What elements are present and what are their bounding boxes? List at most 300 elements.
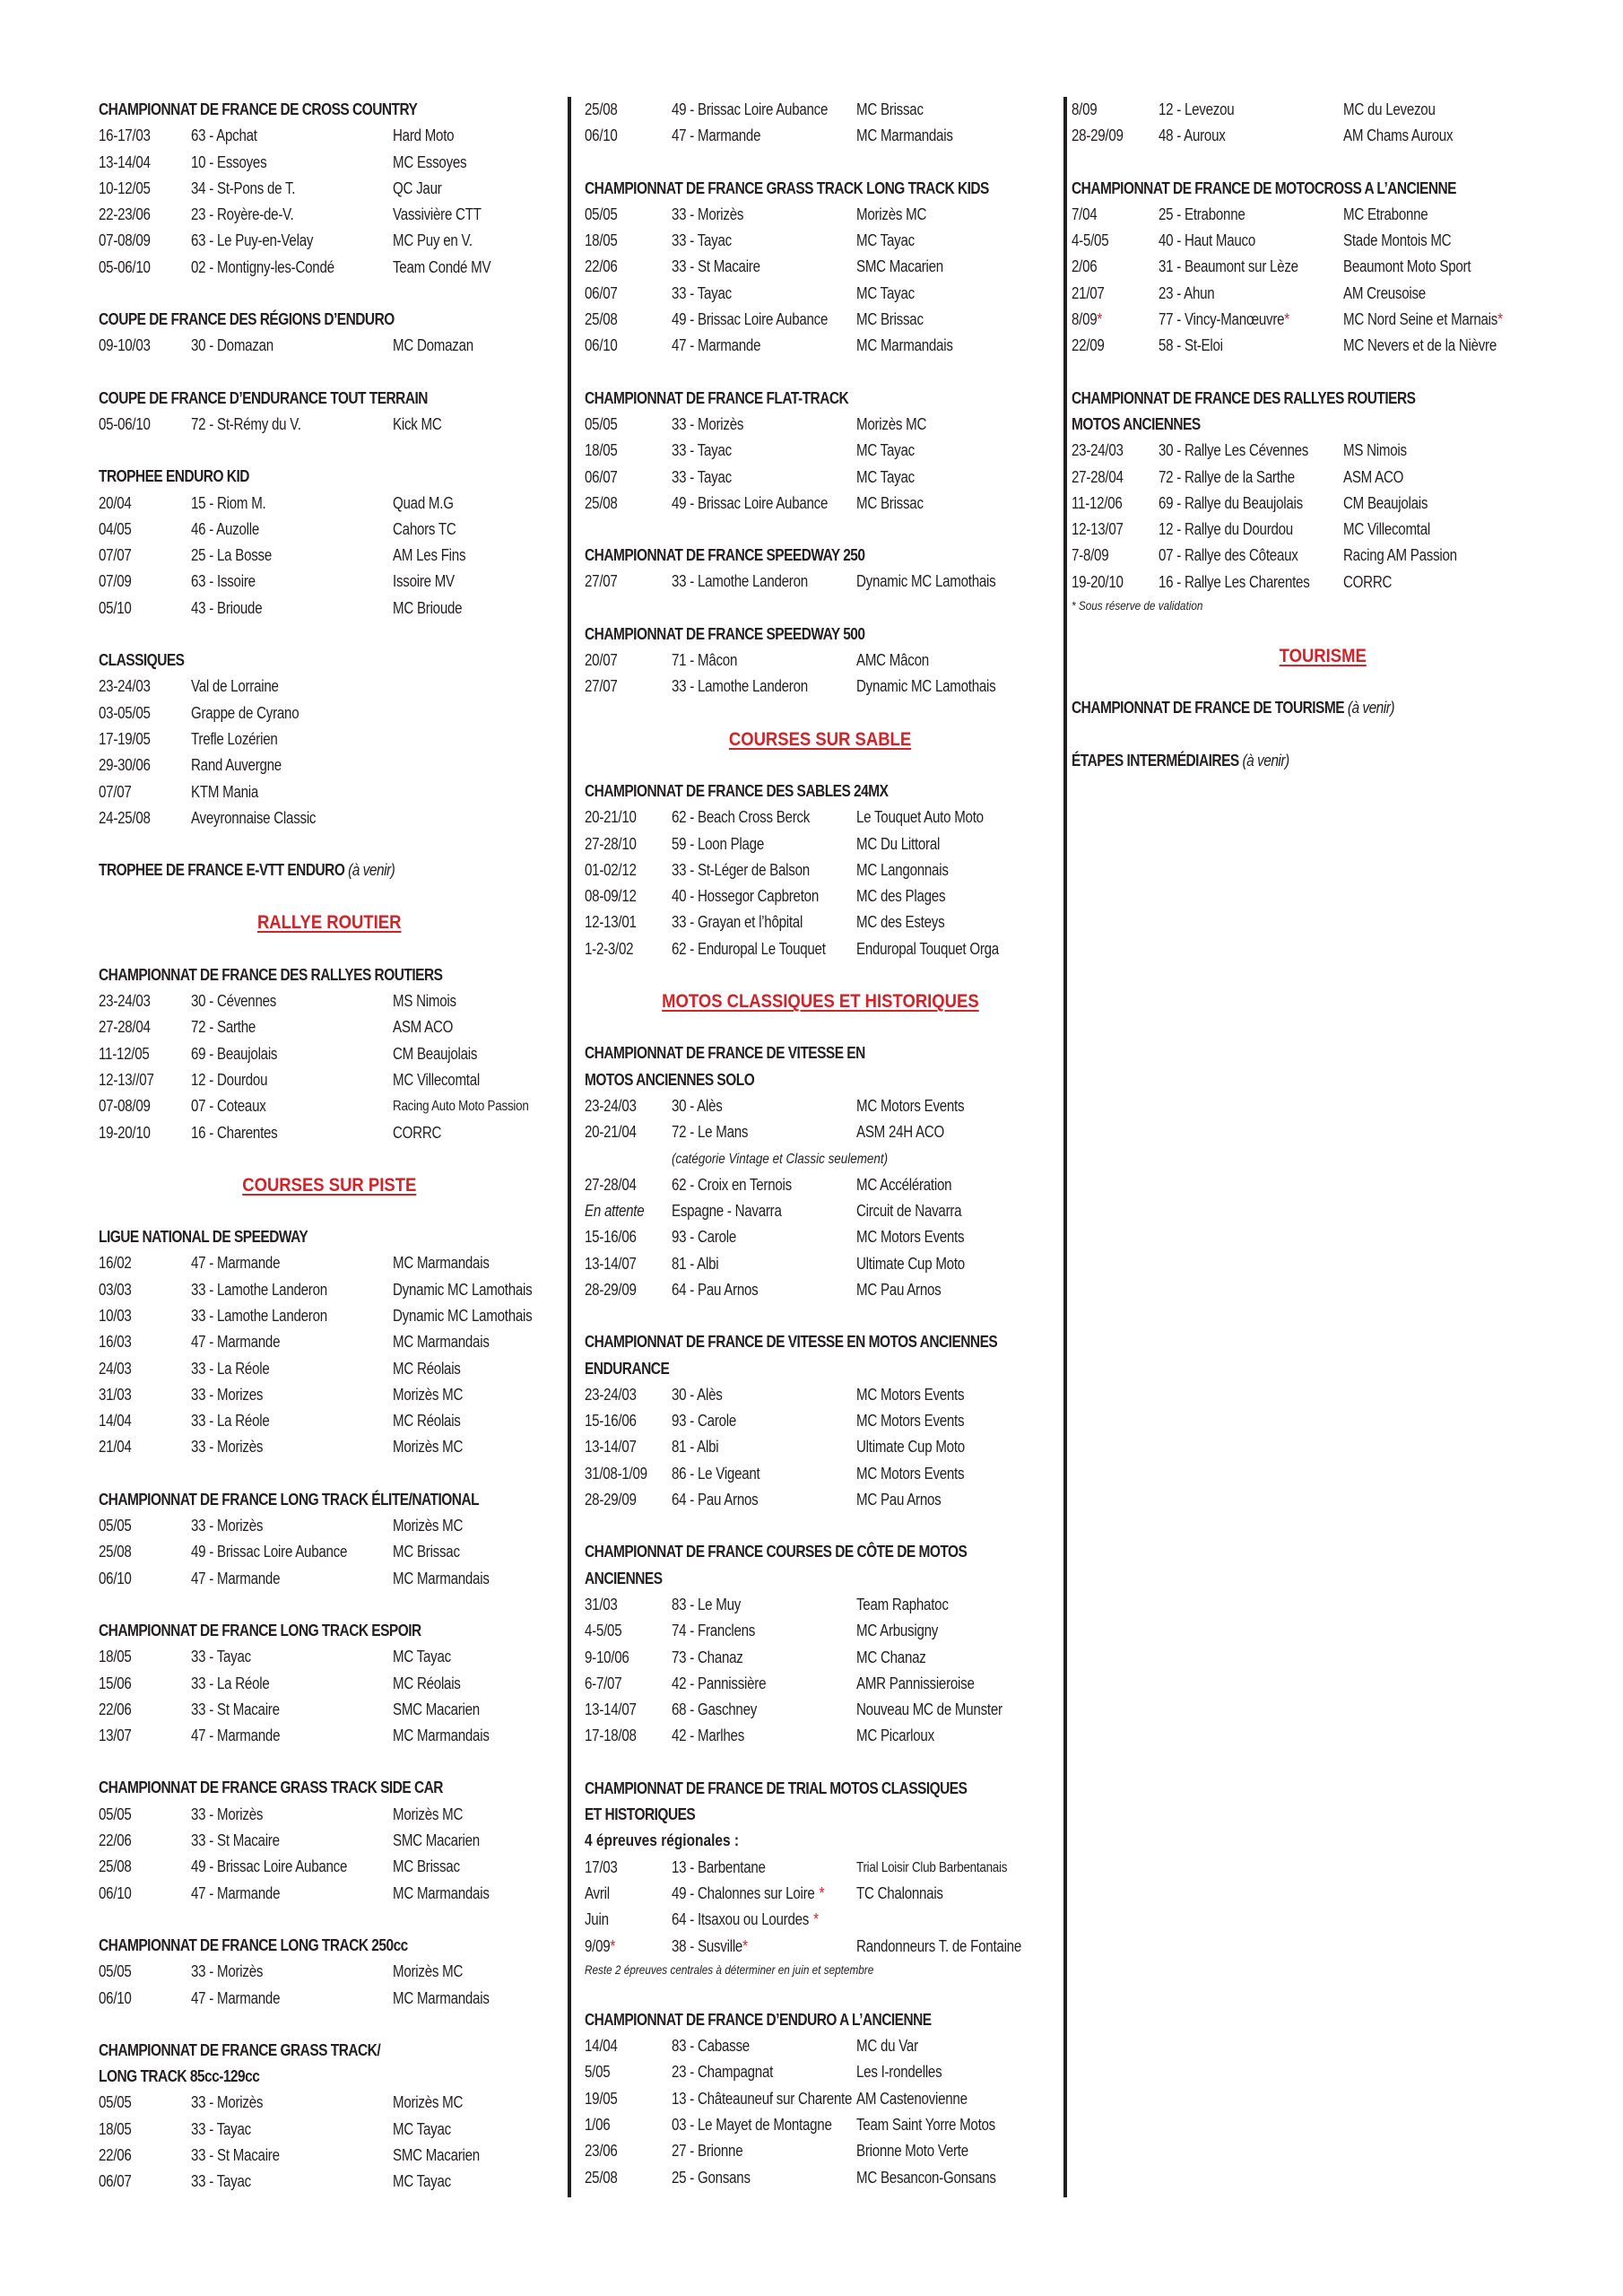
event-location [672,2165,751,2191]
event-date [99,1959,132,1985]
event-location [672,2033,750,2059]
event-row [585,1881,1055,1907]
event-row [585,1592,1055,1618]
event-row [585,909,1055,935]
event-date [99,491,132,517]
event-location-text: 07 - Rallye des Côteaux [1159,546,1298,565]
event-club-text: AM Castenovienne [856,2089,968,2108]
event-row [585,1119,1055,1145]
event-date [585,2165,618,2191]
event-club [856,674,995,700]
event-row [585,2165,1055,2191]
event-location [672,674,808,700]
event-location [191,1356,270,1382]
event-row [585,1434,1055,1460]
event-location-text: 83 - Cabasse [672,2037,750,2056]
event-location [672,1224,736,1250]
event-club [393,1356,461,1382]
event-location [672,804,810,831]
section-title-text: CLASSIQUES [99,651,185,670]
event-row [585,2112,1055,2138]
event-section [585,778,1055,962]
event-club [1343,281,1426,307]
event-location-text: 47 - Marmande [191,1726,281,1745]
event-club [393,333,473,359]
category-heading [585,988,1055,1014]
event-date-text: 23-24/03 [99,992,151,1011]
event-location-text: 64 - Itsaxou ou Lourdes [672,1910,810,1929]
event-club-text: SMC Macarien [393,1700,480,1718]
event-date-text: 07-08/09 [99,231,151,250]
event-row [99,228,560,254]
event-club [1343,517,1430,543]
event-location-text: 58 - St-Eloi [1159,336,1223,355]
event-date-text: 05/05 [99,1805,132,1823]
event-location [191,1697,280,1723]
event-location-text: 23 - Champagnat [672,2063,774,2082]
event-location [191,1277,327,1303]
event-location-text: 33 - Lamothe Landeron [672,677,808,696]
event-date [585,333,618,359]
event-date-text: 7-8/09 [1072,546,1109,565]
event-date-text: 28-29/09 [1072,126,1124,145]
event-date-text: 16/02 [99,1254,132,1273]
event-location [672,1723,744,1749]
event-club-text: Team Condé MV [393,257,491,276]
event-location-text: 93 - Carole [672,1412,737,1431]
section-title-text: COUPE DE FRANCE D’ENDURANCE TOUT TERRAIN [99,388,428,407]
event-location-text: 40 - Hossegor Capbreton [672,887,819,906]
event-club [393,1644,451,1670]
section-title-text: CHAMPIONNAT DE FRANCE DE MOTOCROSS A L’ANCIENNE [1072,178,1456,197]
event-row [585,936,1055,962]
section-title [1072,748,1504,774]
event-date-text: 25/08 [99,1857,132,1876]
event-date-text: 19/05 [585,2089,618,2108]
event-date [99,228,151,254]
event-club [856,1592,949,1618]
event-location [191,1986,280,2012]
event-club [393,176,442,202]
event-date-text: 18/05 [585,231,618,250]
event-location [191,2117,251,2143]
event-club-text: MC Brissac [393,1543,460,1561]
event-row [1072,228,1574,254]
event-row [99,1434,560,1460]
event-row [1072,202,1574,228]
category-heading-text: RALLYE ROUTIER [257,912,402,934]
event-row [585,281,1055,307]
event-date-text: 06/10 [99,1883,132,1902]
event-date-text: 27-28/10 [585,834,637,853]
event-location-text: 25 - Etrabonne [1159,204,1245,223]
event-club-text: MC Marmandais [393,1988,490,2007]
event-row [99,1828,560,1854]
event-date [585,1277,637,1303]
event-date-text: En attente [585,1202,645,1221]
event-section [99,1775,560,1906]
event-location [672,1434,718,1460]
event-club-text: Morizès MC [393,1517,464,1535]
section-title-note: (à venir) [348,861,395,880]
event-row [585,1934,1055,1960]
event-date-text: 06/07 [585,467,618,486]
event-date-text: 05-06/10 [99,414,151,433]
event-row [1072,254,1574,280]
event-row [585,123,1055,149]
event-club [393,1723,490,1749]
event-date-text: 31/03 [585,1595,618,1613]
event-club-text: CORRC [1343,572,1393,591]
section-title [99,97,496,123]
event-row [99,150,560,176]
event-row [1072,438,1574,464]
category-heading [99,1172,560,1198]
event-club [856,412,926,438]
event-date [585,674,618,700]
event-club-text: CM Beaujolais [1343,493,1428,512]
event-location [191,700,299,726]
event-date [1072,97,1097,123]
event-location [672,228,732,254]
event-location [191,517,259,543]
event-section [99,464,560,622]
event-club-text: MC Marmandais [393,1569,490,1587]
event-location [672,281,732,307]
event-location [191,596,262,622]
event-date [99,2117,132,2143]
event-location-text: 81 - Albi [672,1438,719,1457]
event-section [585,1539,1055,1749]
event-club [393,123,454,149]
event-date-text: 05/05 [99,2093,132,2112]
event-club [856,1224,964,1250]
event-location-text: 15 - Riom M. [191,493,266,512]
event-location-text: 16 - Rallye Les Charentes [1159,572,1310,591]
event-club-text: MC Brissac [393,1857,460,1876]
event-row [585,2138,1055,2164]
event-location-text: 93 - Carole [672,1228,737,1247]
event-location-text: 86 - Le Vigeant [672,1464,760,1483]
event-row [99,517,560,543]
event-club [856,1434,965,1460]
event-date-text: 22/06 [99,1831,132,1850]
event-date-text: 23-24/03 [585,1385,637,1404]
event-row [99,1329,560,1355]
event-club [393,255,490,281]
event-club [856,1618,938,1644]
event-date-text: 22/06 [585,257,618,276]
section-title [99,1775,496,1801]
event-date [585,883,637,909]
event-club-text: MC Nevers et de la Nièvre [1343,336,1497,355]
event-row [585,831,1055,857]
event-club [393,1854,460,1880]
event-club-text: Nouveau MC de Munster [856,1700,1002,1719]
event-row [99,700,560,726]
event-location-text: 49 - Brissac Loire Aubance [191,1857,348,1876]
section-title-text: TROPHEE DE FRANCE E-VTT ENDURO [99,861,345,880]
event-date [99,1986,132,2012]
event-date [1072,517,1124,543]
event-date-text: 20-21/10 [585,808,637,827]
event-location [191,1959,263,1985]
footnote: * Sous réserve de validation [1072,598,1203,613]
event-date [99,1513,132,1539]
event-club [856,1855,1007,1881]
event-row [99,255,560,281]
event-date [99,1723,132,1749]
event-location-text: 33 - La Réole [191,1412,270,1431]
event-row [585,1907,1055,1933]
event-date [585,228,618,254]
footnote: Reste 2 épreuves centrales à déterminer en juin et septembre [585,1961,874,1977]
event-section [99,97,560,281]
event-date [99,123,151,149]
event-section [585,176,1055,360]
event-location [191,1513,263,1539]
event-date-text: 23-24/03 [99,677,151,696]
event-location [1159,438,1308,464]
event-date [99,700,151,726]
event-date-text: 25/08 [585,2168,618,2187]
event-section [99,857,560,883]
event-date [99,1277,132,1303]
section-title-line2: ANCIENNES [585,1569,663,1587]
event-row [585,883,1055,909]
section-title [585,543,990,569]
event-club-text: Team Saint Yorre Motos [856,2116,995,2134]
event-club-text: Dynamic MC Lamothais [393,1280,533,1299]
section-title [99,307,496,333]
event-club [856,1881,943,1907]
event-location-text: 81 - Albi [672,1254,719,1273]
event-date [99,1697,132,1723]
event-date-text: 15-16/06 [585,1228,637,1247]
event-location [191,1120,277,1146]
event-location [191,1854,347,1880]
section-title-line2: MOTOS ANCIENNES [1072,414,1201,433]
event-row [99,674,560,700]
event-date-text: 14/04 [585,2037,618,2056]
event-location [1159,254,1298,280]
event-date-text: 25/08 [585,493,618,512]
asterisk-mark: * [610,1936,616,1955]
event-club-text: Morizès MC [856,204,927,223]
event-club [393,1881,490,1907]
event-date [1072,123,1124,149]
event-date [585,936,633,962]
event-row [99,412,560,438]
event-location-text: 33 - Morizès [191,1805,264,1823]
event-date [585,804,637,831]
event-date [99,1120,151,1146]
event-location [672,438,732,464]
section-title [99,1487,496,1513]
event-row [585,648,1055,674]
event-row [99,1959,560,1985]
event-location [191,988,276,1014]
event-location [672,1645,743,1671]
event-club [393,1382,463,1408]
event-row [99,752,560,778]
event-date [585,1618,621,1644]
event-location-text: 16 - Charentes [191,1123,278,1142]
event-location [191,1828,280,1854]
event-date [99,1828,132,1854]
event-date [585,1461,647,1487]
event-date [99,988,151,1014]
event-date-text: 27/07 [585,572,618,591]
event-location [672,1198,782,1224]
event-location [1159,202,1245,228]
event-location-text: 64 - Pau Arnos [672,1491,759,1509]
row-note [585,1146,1055,1172]
event-club-text: Team Raphatoc [856,1595,949,1613]
event-club-text: MC Etrabonne [1343,204,1428,223]
event-date-text: 22/06 [99,2146,132,2164]
event-club-text: MC Brissac [856,493,924,512]
event-location [191,150,266,176]
event-location-text: 77 - Vincy-Manœuvre [1159,310,1285,329]
section-title [99,648,496,674]
event-date-text: 08-09/12 [585,887,637,906]
section-title [585,778,990,804]
event-section [99,2038,560,2196]
event-location-text: 33 - Tayac [672,283,732,302]
section-title-text: ÉTAPES INTERMÉDIAIRES [1072,751,1239,770]
event-location-text: 49 - Chalonnes sur Loire [672,1883,815,1902]
event-club-text: Morizès MC [856,414,927,433]
event-club [393,491,454,517]
section-title [99,1618,496,1644]
event-club [393,1959,463,1985]
event-location-text: 33 - Tayac [672,441,732,460]
event-club-text: Ultimate Cup Moto [856,1254,965,1273]
event-row [99,726,560,752]
event-row [585,857,1055,883]
event-date-text: 6-7/07 [585,1674,622,1692]
event-location-text: 33 - St Macaire [672,257,760,276]
event-location [191,491,266,517]
event-club [1343,97,1436,123]
event-date-text: 12-13/07 [1072,520,1124,539]
event-date-text: 12-13//07 [99,1070,154,1089]
event-location [672,1671,766,1697]
event-location [191,176,295,202]
event-date-text: 06/07 [99,2172,132,2191]
section-title-text: CHAMPIONNAT DE FRANCE COURSES DE CÔTE DE MOTOS [585,1543,968,1561]
event-club [856,97,924,123]
event-date-text: 13-14/07 [585,1700,637,1719]
event-row [99,1014,560,1040]
event-location [1159,491,1303,517]
category-heading [1072,643,1574,669]
event-club-text: MC Arbusigny [856,1622,939,1640]
event-club [856,333,953,359]
event-location-text: 38 - Susville [672,1936,743,1955]
event-location-text: 48 - Auroux [1159,126,1226,145]
event-date [99,1041,150,1067]
section-title-line2: ET HISTORIQUES [585,1805,696,1824]
event-date-text: 2/06 [1072,257,1098,276]
section-title-text: CHAMPIONNAT DE FRANCE LONG TRACK ESPOIR [99,1621,421,1639]
event-date [99,517,132,543]
event-location [672,831,764,857]
event-location-text: Val de Lorraine [191,677,279,696]
event-club-text: MC Chanaz [856,1648,926,1666]
event-club-text: MC Réolais [393,1412,461,1431]
event-date-text: 22/06 [99,1700,132,1718]
event-club [393,596,462,622]
event-date-text: 13-14/04 [99,152,151,171]
event-club [393,412,442,438]
event-date [585,1382,637,1408]
event-location-text: 42 - Marlhes [672,1726,745,1745]
event-location [672,202,743,228]
section-title-text: COUPE DE FRANCE DES RÉGIONS D’ENDURO [99,310,395,329]
event-club-text: SMC Macarien [393,1831,480,1850]
event-date-text: 8/09 [1072,310,1098,329]
event-location [191,1539,347,1565]
event-date-text: 17-18/08 [585,1726,637,1745]
event-location [672,1487,758,1513]
event-row [585,2033,1055,2059]
section-title [99,1933,496,1959]
event-date-text: 1-2-3/02 [585,939,634,958]
event-date [99,1854,132,1880]
event-date [585,1198,644,1224]
event-location [672,465,732,491]
event-date [1072,465,1124,491]
event-date-text: 1/06 [585,2116,611,2134]
event-date [99,2143,132,2169]
event-date [585,1645,629,1671]
event-date [99,255,151,281]
event-club [856,883,945,909]
event-date [99,1434,132,1460]
event-location-text: 43 - Brioude [191,598,263,617]
event-location [672,123,760,149]
event-club [856,1382,964,1408]
event-row [99,1303,560,1329]
event-location-text: 33 - Tayac [191,2172,251,2191]
column-divider [1063,97,1067,2197]
section-title [585,176,990,202]
event-location [672,1251,718,1277]
event-date-text: 11-12/05 [99,1044,150,1063]
event-date-text: 05/05 [585,204,618,223]
event-club-text: MS Nimois [393,992,456,1011]
event-date-text: 21/04 [99,1438,132,1457]
event-club [1343,438,1407,464]
event-date-text: 04/05 [99,519,132,538]
event-location-text: 33 - Morizès [672,204,744,223]
section-title [99,386,496,412]
event-club [393,1120,441,1146]
event-club-text: SMC Macarien [856,257,943,276]
event-club [856,228,915,254]
event-date [99,752,151,778]
event-date-text: 14/04 [99,1412,132,1431]
asterisk-mark: * [1097,310,1103,329]
event-date [99,1881,132,1907]
event-location-text: Rand Auvergne [191,756,282,775]
event-row [585,674,1055,700]
section-title-text: CHAMPIONNAT DE FRANCE SPEEDWAY 500 [585,624,865,643]
event-location [191,1644,251,1670]
section-title-text: CHAMPIONNAT DE FRANCE LONG TRACK ÉLITE/NATIONAL [99,1490,480,1509]
